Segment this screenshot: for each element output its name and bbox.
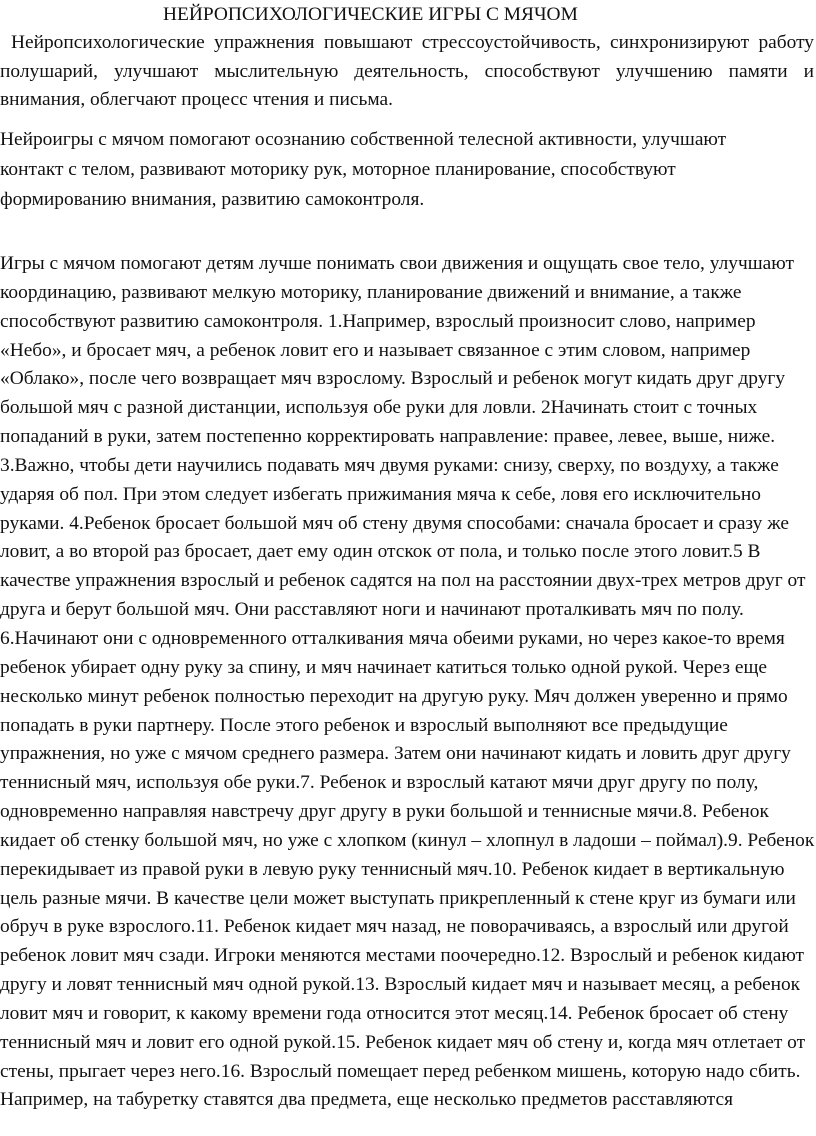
intro-paragraph [0,29,814,115]
exercises-paragraph: Игры с мячом помогают детям лучше понимать свои движения и ощущать свое тело, улучшают координацию, развивают мелкую моторику, планирование движений и внимание, а также способствуют развитию самоконтроля. 1.Например, взрослый произносит слово, например «Небо», и бросает мяч, а ребенок ловит его и называет связанное с этим словом, например «Облако», после чего возвращает мяч взрослому. Взрослый и ребенок могут кидать друг другу большой мяч с разной дистанции, используя обе руки для ловли. 2Начинать стоит с точных попаданий в руки, затем постепенно корректировать направление: правее, левее, выше, ниже. 3.Важно, чтобы дети научились подавать мяч двумя руками: снизу, сверху, по воздуху, а также ударяя об пол. При этом следует избегать прижимания мяча к себе, ловя его исключительно руками. 4.Ребенок бросает большой мяч об стену двумя способами: сначала бросает и сразу же ловит, а во второй раз бросает, дает ему один отскок от пола, и только после этого ловит.5 В качестве упражнения взрослый и ребенок садятся на пол на расстоянии двух-трех метров друг от друга и берут большой мяч. Они расставляют ноги и начинают проталкивать мяч по полу. 6.Начинают они с одновременного отталкивания мяча обеими руками, но через какое-то время ребенок убирает одну руку за спину, и мяч начинает катиться только одной рукой. Через еще несколько минут ребенок полностью переходит на другую руку. Мяч должен уверенно и прямо попадать в руки партнеру. После этого ребенок и взрослый выполняют все предыдущие упражнения, но уже с мячом среднего размера. Затем они начинают кидать и ловить друг другу теннисный мяч, используя обе руки.7. Ребенок и взрослый катают мячи друг другу по полу, одновременно направляя навстречу друг другу в руки большой и теннисные мячи.8. Ребенок кидает об стенку большой мяч, но уже с хлопком (кинул – хлопнул в ладоши – поймал).9. Ребенок перекидывает из правой руки в левую руку теннисный мяч.10. Ребенок кидает в вертикальную цель разные мячи. В качестве цели может выступать прикрепленный к стене круг из бумаги или обруч в руке взрослого.11. Ребенок кидает мяч назад, не поворачиваясь, а взрослый или другой ребенок ловит мяч сзади. Игроки меняются местами поочередно.12. Взрослый и ребенок кидают другу и ловят теннисный мяч одной рукой.13. Взрослый кидает мяч и называет месяц, а ребенок ловит мяч и говорит, к какому времени года относится этот месяц.14. Ребенок бросает об стену теннисный мяч и ловит его одной рукой.15. Ребенок кидает мяч об стену и, когда мяч отлетает от стены, прыгает через него.16. Взрослый помещает перед ребенком мишень, которую надо сбить. Например, на табуретку ставятся два предмета, еще несколько предметов расставляются [0,253,815,1111]
document-title: НЕЙРОПСИХОЛОГИЧЕСКИЕ ИГРЫ С МЯЧОМ [163,4,578,25]
intro-paragraph-text: Нейропсихологические упражнения повышают стрессоустойчивость, синхронизируют работу полушарий, улучшают мыслительную деятельность, способствуют улучшению памяти и внимания, облегчают процесс чтения и письма. [0,32,814,111]
neurogames-paragraph: Нейроигры с мячом помогают осознанию собственной телесной активности, улучшают контакт с телом, развивают моторику рук, моторное планирование, способствуют формированию внимания, развитию самоконтроля. [0,129,727,210]
